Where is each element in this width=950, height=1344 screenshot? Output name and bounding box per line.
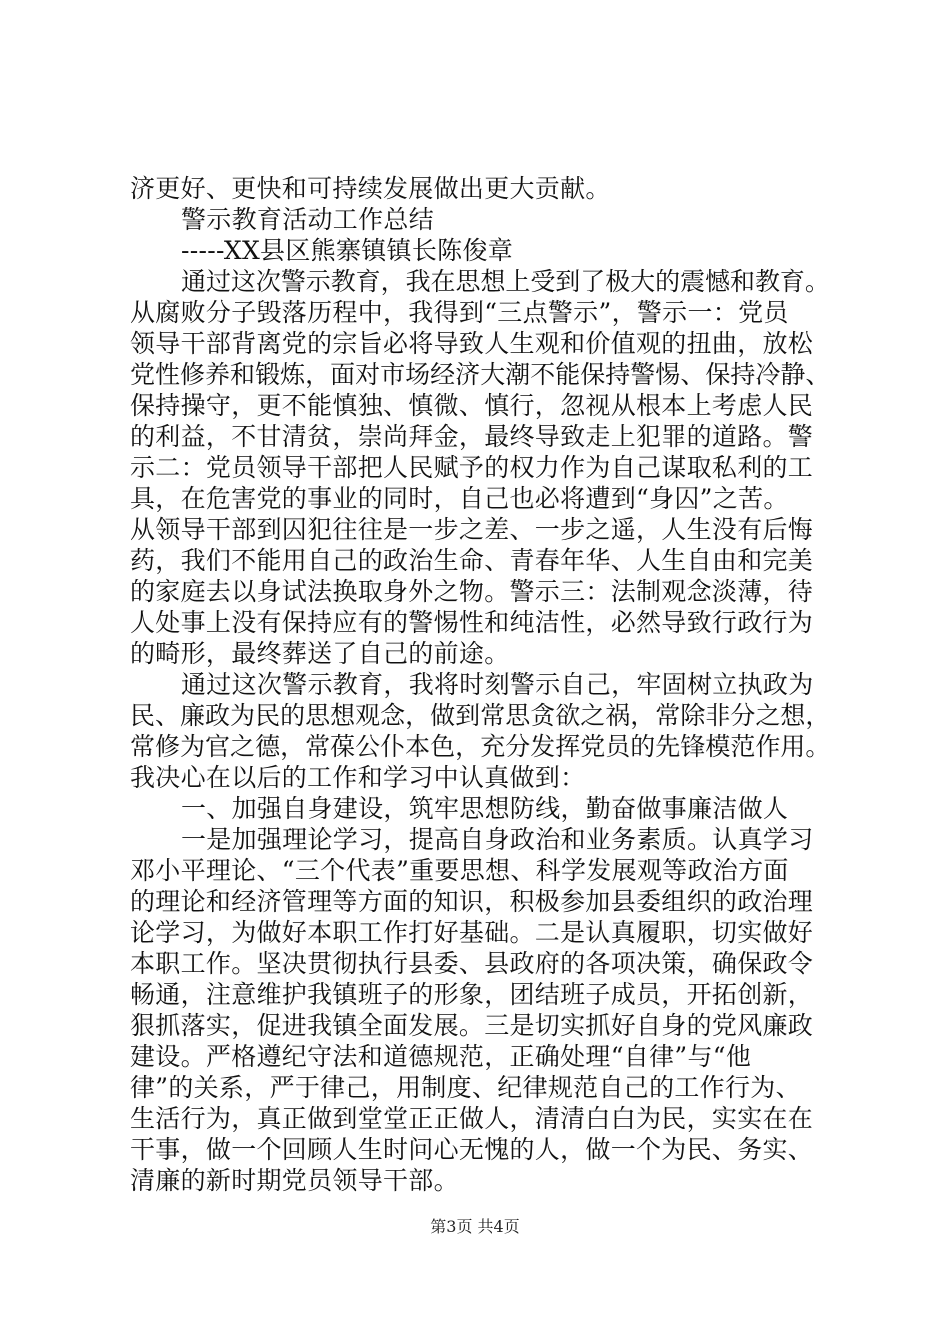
text-line: 的家庭去以身试法换取身外之物。警示三：法制观念淡薄，待 (130, 577, 814, 606)
text-line: 我决心在以后的工作和学习中认真做到： (130, 763, 586, 792)
text-line: 一是加强理论学习，提高自身政治和业务素质。认真学习 (181, 825, 814, 854)
page-number-label: 第3页 共4页 (430, 1217, 520, 1236)
text-line: 常修为官之德，常葆公仆本色，充分发挥党员的先锋模范作用。 (130, 732, 831, 761)
text-line: 领导干部背离党的宗旨必将导致人生观和价值观的扭曲，放松 (130, 329, 814, 358)
text-line: 狠抓落实，促进我镇全面发展。三是切实抓好自身的党风廉政 (130, 1011, 814, 1040)
text-line: 党性修养和锻炼，面对市场经济大潮不能保持警惕、保持冷静、 (130, 360, 831, 389)
text-line: 济更好、更快和可持续发展做出更大贡献。 (130, 174, 611, 203)
text-line: 的畸形，最终葬送了自己的前途。 (130, 639, 510, 668)
text-line: 本职工作。坚决贯彻执行县委、县政府的各项决策，确保政令 (130, 949, 814, 978)
text-line: 从领导干部到囚犯往往是一步之差、一步之遥，人生没有后悔 (130, 515, 814, 544)
text-line: 药，我们不能用自己的政治生命、青春年华、人生自由和完美 (130, 546, 814, 575)
text-line: 从腐败分子毁落历程中，我得到“三点警示”，警示一：党员 (130, 298, 789, 327)
text-line: 建设。严格遵纪守法和道德规范，正确处理“自律”与“他 (130, 1042, 752, 1071)
text-line: 的理论和经济管理等方面的知识，积极参加县委组织的政治理 (130, 887, 814, 916)
text-line: 民、廉政为民的思想观念，做到常思贪欲之祸，常除非分之想， (130, 701, 831, 730)
text-line: 具，在危害党的事业的同时，自己也必将遭到“身囚”之苦。 (130, 484, 789, 513)
text-line: 论学习，为做好本职工作打好基础。二是认真履职，切实做好 (130, 918, 814, 947)
text-line: 的利益，不甘清贫，崇尚拜金，最终导致走上犯罪的道路。警 (130, 422, 814, 451)
text-line: 通过这次警示教育，我将时刻警示自己，牢固树立执政为 (181, 670, 814, 699)
text-line: 保持操守，更不能慎独、慎微、慎行，忽视从根本上考虑人民 (130, 391, 814, 420)
text-line: 干事，做一个回顾人生时问心无愧的人，做一个为民、务实、 (130, 1135, 814, 1164)
text-line: -----XX县区熊寨镇镇长陈俊章 (181, 236, 514, 265)
text-line: 邓小平理论、“三个代表”重要思想、科学发展观等政治方面 (130, 856, 789, 885)
text-line: 律”的关系，严于律己，用制度、纪律规范自己的工作行为、 (130, 1073, 801, 1102)
document-body (130, 173, 830, 1196)
page-footer (0, 1214, 950, 1237)
text-line: 人处事上没有保持应有的警惕性和纯洁性，必然导致行政行为 (130, 608, 814, 637)
text-line: 畅通，注意维护我镇班子的形象，团结班子成员，开拓创新， (130, 980, 814, 1009)
text-line: 一、加强自身建设，筑牢思想防线，勤奋做事廉洁做人 (181, 794, 789, 823)
text-line: 示二：党员领导干部把人民赋予的权力作为自己谋取私利的工 (130, 453, 814, 482)
text-line: 生活行为，真正做到堂堂正正做人，清清白白为民，实实在在 (130, 1104, 814, 1133)
text-line: 警示教育活动工作总结 (181, 205, 435, 234)
text-line: 通过这次警示教育，我在思想上受到了极大的震憾和教育。 (181, 267, 830, 296)
text-line: 清廉的新时期党员领导干部。 (130, 1166, 459, 1195)
